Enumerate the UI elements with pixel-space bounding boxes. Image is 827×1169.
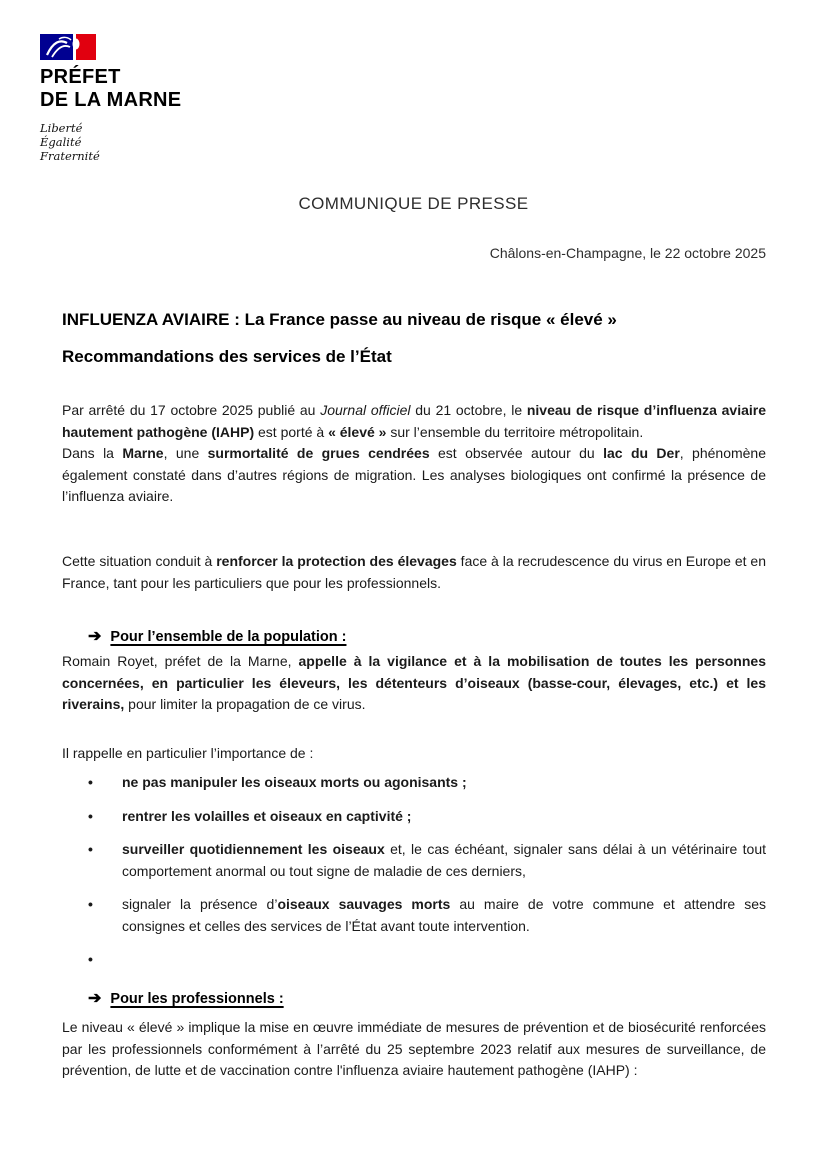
dateline: Châlons-en-Champagne, le 22 octobre 2025 [489, 245, 766, 261]
section-label-professionals: Pour les professionnels : [110, 991, 284, 1007]
headline-line1: INFLUENZA AVIAIRE : La France passe au niveau de risque « élevé » [62, 310, 617, 329]
list-item-text: ne pas manipuler les oiseaux morts ou agonisants ; [122, 774, 467, 790]
motto-fraternite: Fraternité [40, 149, 100, 163]
list-item-empty [62, 949, 766, 970]
paragraph-professionals-measures: Le niveau « élevé » implique la mise en œuvre immédiate de mesures de prévention et de biosécurité renforcées par les professionnels conformément à l’arrêté du 25 septembre 2023 relatif aux mesures de surveillance, de prévention, de lutte et de vaccination contre l'influenza aviaire hautement pathogène (IAHP) : [62, 1019, 766, 1078]
prefecture-name-line1: PRÉFET [40, 66, 121, 88]
section-header-professionals [88, 988, 766, 1008]
bullet-icon: • [88, 896, 93, 912]
bullet-icon: • [88, 951, 93, 967]
list-item-text: signaler la présence d’oiseaux sauvages morts au maire de votre commune et attendre ses consignes et celles des services de l’État avant toute intervention. [122, 896, 766, 934]
arrow-right-icon: ➔ [88, 990, 102, 1007]
document-type-title: COMMUNIQUE DE PRESSE [298, 194, 529, 213]
list-item-text: rentrer les volailles et oiseaux en captivité ; [122, 807, 412, 824]
prefecture-logo [40, 34, 181, 163]
marianne-flag-icon [40, 34, 96, 60]
motto-egalite: Égalité [40, 135, 82, 149]
bullet-icon: • [88, 774, 93, 790]
arrow-right-icon: ➔ [88, 628, 102, 645]
list-item-text: surveiller quotidiennement les oiseaux et, le cas échéant, signaler sans délai à un vétérinaire tout comportement anormal ou tout signe de maladie de ces derniers, [122, 841, 767, 879]
list-item [62, 894, 766, 937]
paragraph-risk-level: Par arrêté du 17 octobre 2025 publié au Journal officiel du 21 octobre, le niveau de risque d’influenza aviaire hautement pathogène (IAHP) est porté à « élevé » sur l’ensemble du territoire métropolitain. Dans la Marne, une surmortalité de grues cendrées est observée autour du lac du Der, phénomène également constaté dans d’autres régions de migration. Les analyses biologiques ont confirmé la présence de l’influenza aviaire. [62, 402, 767, 504]
headline-line2: Recommandations des services de l’État [62, 347, 392, 366]
list-item [62, 806, 766, 828]
paragraph-protection: Cette situation conduit à renforcer la protection des élevages face à la recrudescence du virus en Europe et en France, tant pour les particuliers que pour les professionnels. [62, 553, 766, 591]
paragraph-reminder-intro: Il rappelle en particulier l’importance de : [62, 745, 314, 761]
section-header-population [88, 626, 766, 646]
paragraph-prefect-appeal: Romain Royet, préfet de la Marne, appelle à la vigilance et à la mobilisation de toutes les personnes concernées, en particulier les éleveurs, les détenteurs d’oiseaux (basse-cour, élevages, etc.) et les riverains, pour limiter la propagation de ce virus. [62, 653, 766, 712]
motto-liberte: Liberté [40, 121, 83, 135]
republic-motto [40, 121, 181, 163]
recommendations-list [62, 772, 766, 982]
bullet-icon: • [88, 841, 93, 857]
list-item [62, 772, 766, 794]
prefecture-name-line2: DE LA MARNE [40, 89, 182, 111]
list-item [62, 839, 766, 882]
bullet-icon: • [88, 807, 93, 824]
section-label-population: Pour l’ensemble de la population : [110, 629, 347, 645]
